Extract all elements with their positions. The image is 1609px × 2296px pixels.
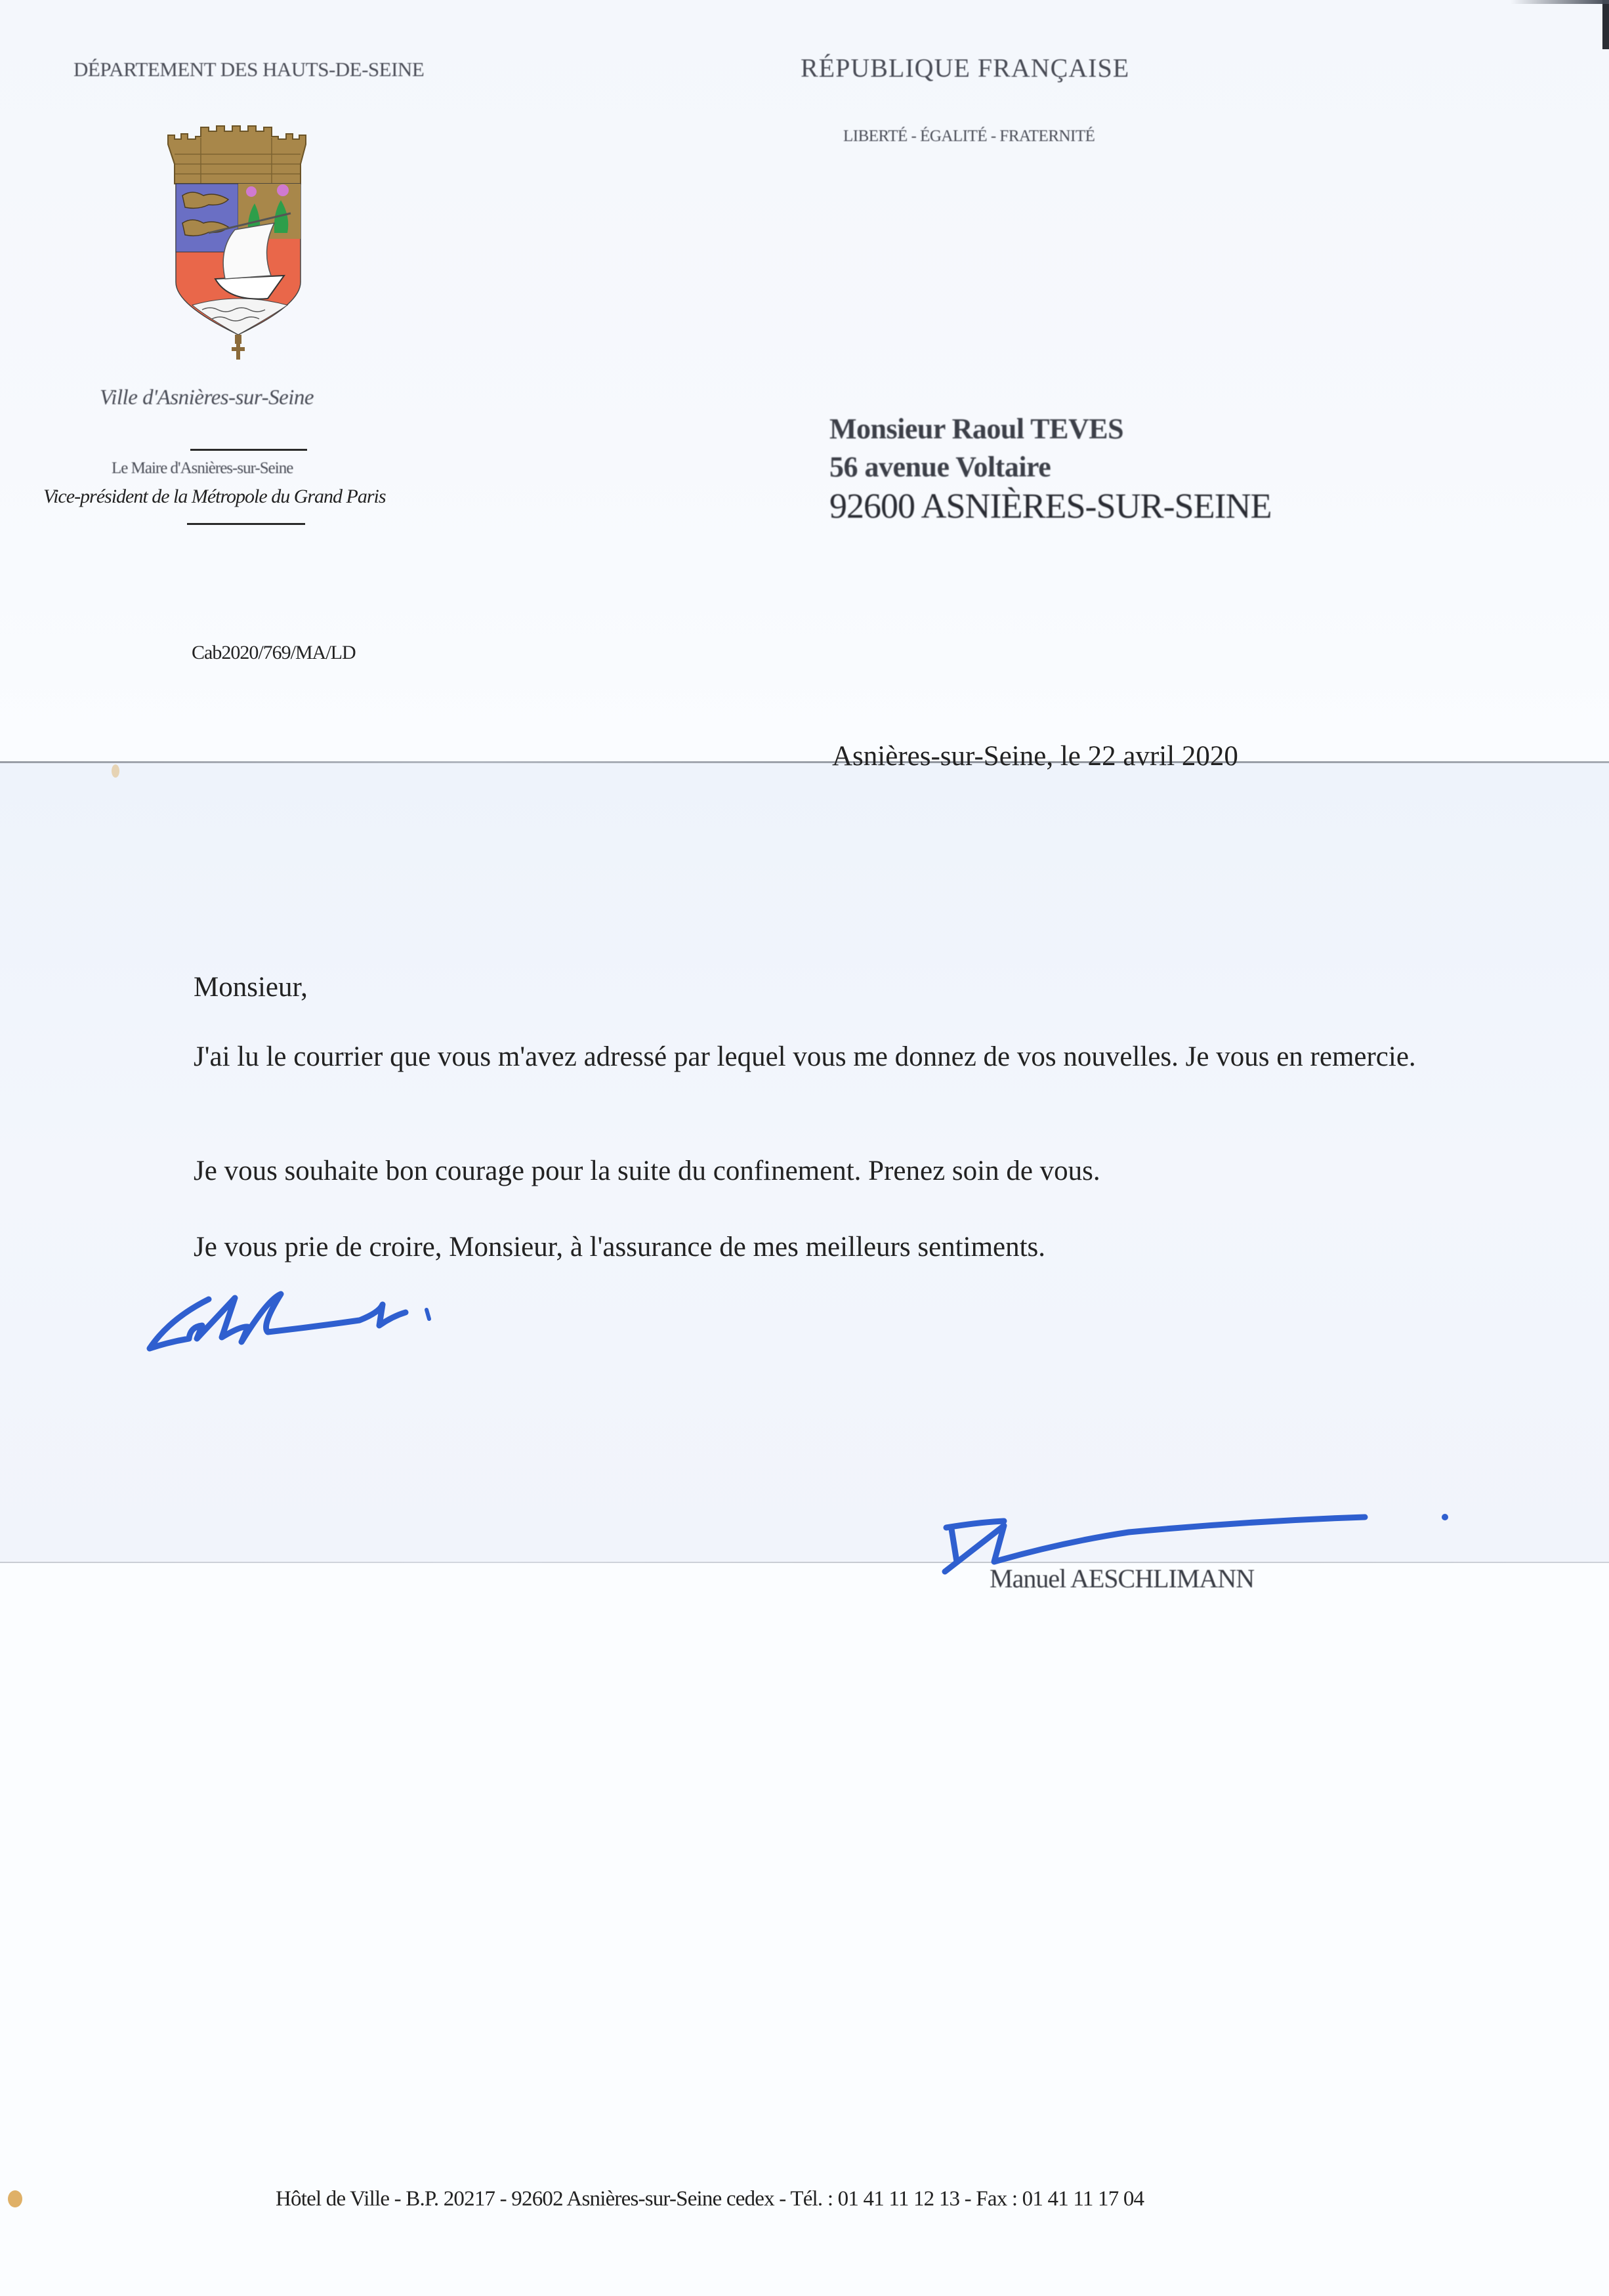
salutation: Monsieur, [194,972,308,1003]
paper-bottom-panel [0,1563,1609,2296]
asnieres-coat-of-arms-icon [163,118,320,361]
department-heading: DÉPARTEMENT DES HAUTS-DE-SEINE [73,58,425,81]
recipient-city: 92600 ASNIÈRES-SUR-SEINE [829,486,1272,526]
scan-edge-shadow [1602,0,1609,49]
body-paragraph: Je vous souhaite bon courage pour la suite du confinement. Prenez soin de vous. [194,1156,1100,1186]
national-motto: LIBERTÉ - ÉGALITÉ - FRATERNITÉ [843,127,1095,145]
body-paragraph: Je vous prie de croire, Monsieur, à l'assurance de mes meilleurs sentiments. [194,1232,1046,1263]
city-name: Ville d'Asnières-sur-Seine [100,386,314,409]
scan-edge-shadow [1511,0,1609,4]
footer-address: Hôtel de Ville - B.P. 20217 - 92602 Asnières-sur-Seine cedex - Tél. : 01 41 11 12 13 - Fax : 01 41 11 17 04 [276,2187,1144,2211]
recipient-name: Monsieur Raoul TEVES [829,413,1124,445]
republic-heading: RÉPUBLIQUE FRANÇAISE [801,53,1130,83]
mayor-title: Le Maire d'Asnières-sur-Seine [112,459,293,477]
paper-stain [8,2190,22,2207]
letter-date: Asnières-sur-Seine, le 22 avril 2020 [832,741,1238,772]
handwritten-annotation-icon [143,1280,537,1365]
paper-stain [112,764,119,778]
divider [187,523,305,525]
body-paragraph: J'ai lu le courrier que vous m'avez adressé par lequel vous me donnez de vos nouvelles. Je vous en remercie. [194,1041,1416,1072]
recipient-street: 56 avenue Voltaire [829,451,1051,483]
vice-president-title: Vice-président de la Métropole du Grand Paris [43,486,386,507]
fold-line [0,761,1609,763]
reference-number: Cab2020/769/MA/LD [192,642,356,663]
signer-name: Manuel AESCHLIMANN [990,1564,1255,1593]
divider [190,449,307,451]
